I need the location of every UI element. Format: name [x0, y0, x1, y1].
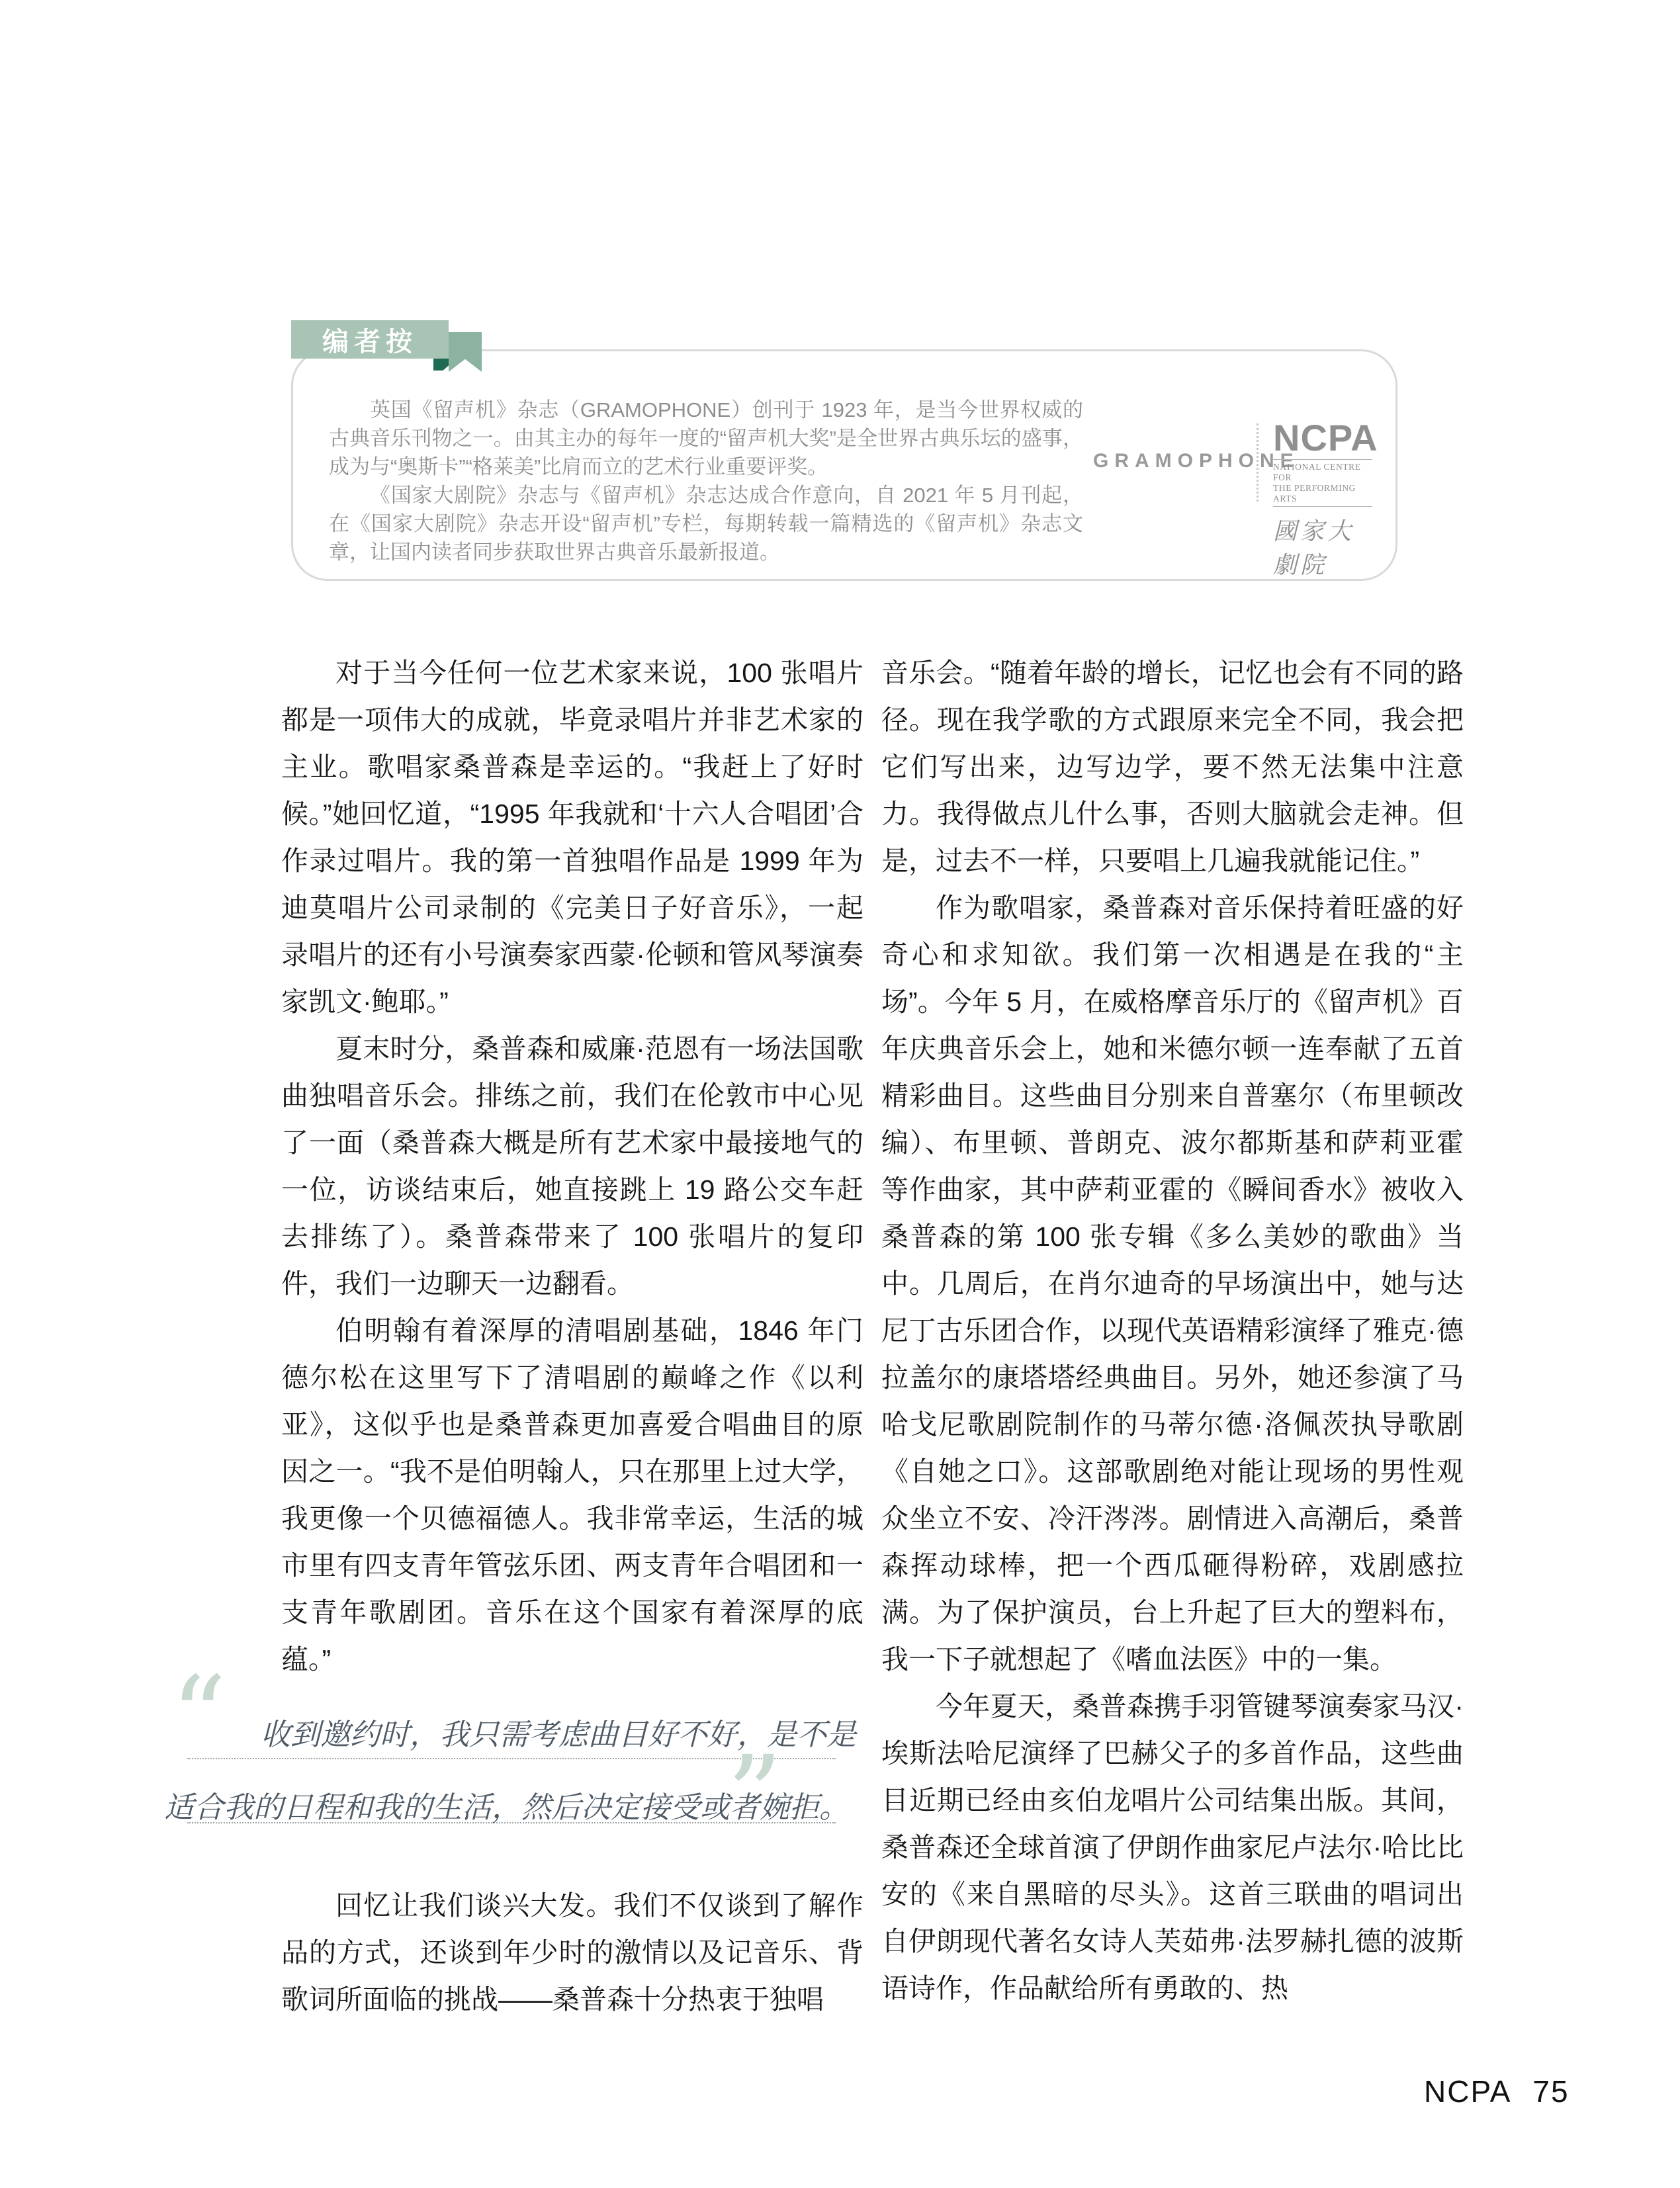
editor-note-text: [329, 396, 1083, 566]
article-left-column: [281, 650, 863, 1683]
article-paragraph: 夏末时分，桑普森和威廉·范恩有一场法国歌曲独唱音乐会。排练之前，我们在伦敦市中心见了一面（桑普森大概是所有艺术家中最接地气的一位，访谈结束后，她直接跳上 19 路公交车赶去排练了）。桑普森带来了 100 张唱片的复印件，我们一边聊天一边翻看。: [281, 1033, 863, 1299]
ncpa-subtitle-line2: THE PERFORMING ARTS: [1273, 483, 1356, 503]
editor-note-ribbon: [291, 320, 449, 359]
article-paragraph: 作为歌唱家，桑普森对音乐保持着旺盛的好奇心和求知欲。我们第一次相遇是在我的“主场”。今年 5 月，在威格摩音乐厅的《留声机》百年庆典音乐会上，她和米德尔顿一连奉献了五首精彩曲目。这些曲目分别来自普塞尔（布里顿改编）、布里顿、普朗克、波尔都斯基和萨莉亚霍等作曲家，其中萨莉亚霍的《瞬间香水》被收入桑普森的第 100 张专辑《多么美妙的歌曲》当中。几周后，在肖尔迪奇的早场演出中，她与达尼丁古乐团合作，以现代英语精彩演绎了雅克·德拉盖尔的康塔塔经典曲目。另外，她还参演了马哈戈尼歌剧院制作的马蒂尔德·洛佩茨执导歌剧《自她之口》。这部歌剧绝对能让现场的男性观众坐立不安、冷汗涔涔。剧情进入高潮后，桑普森挥动球棒，把一个西瓜砸得粉碎，戏剧感拉满。为了保护演员，台上升起了巨大的塑料布，我一下子就想起了《嗜血法医》中的一集。: [881, 893, 1464, 1675]
pull-quote-line: 收到邀约时，我只需考虑曲目好不好，是不是: [261, 1718, 857, 1751]
article-paragraph: 对于当今任何一位艺术家来说，100 张唱片都是一项伟大的成就，毕竟录唱片并非艺术家的主业。歌唱家桑普森是幸运的。“我赶上了好时候。”她回忆道，“1995 年我就和‘十六人合唱团’合作录过唱片。我的第一首独唱作品是 1999 年为迪莫唱片公司录制的《完美日子好音乐》，一起录唱片的还有小号演奏家西蒙·伦顿和管风琴演奏家凯文·鲍耶。”: [281, 658, 863, 1017]
pull-quote-line: 适合我的日程和我的生活，然后决定接受或者婉拒。: [164, 1791, 850, 1824]
open-quote-icon: “: [171, 1653, 227, 1780]
ncpa-logo-subtitle: [1273, 459, 1372, 507]
article-paragraph: 伯明翰有着深厚的清唱剧基础，1846 年门德尔松在这里写下了清唱剧的巅峰之作《以利亚》，这似乎也是桑普森更加喜爱合唱曲目的原因之一。“我不是伯明翰人，只在那里上过大学，我更像一个贝德福德人。我非常幸运，生活的城市里有四支青年管弦乐团、两支青年合唱团和一支青年歌剧团。音乐在这个国家有着深厚的底蕴。”: [281, 1315, 863, 1675]
close-quote-icon: ”: [727, 1732, 783, 1859]
ncpa-logo-chinese: 國家大劇院: [1273, 518, 1355, 578]
ncpa-logo-acronym: NCPA: [1273, 417, 1378, 459]
editor-note-paragraph: 《国家大剧院》杂志与《留声机》杂志达成合作意向，自 2021 年 5 月刊起，在《国家大剧院》杂志开设“留声机”专栏，每期转载一篇精选的《留声机》杂志文章，让国内读者同步获取世界古典音乐最新报道。: [329, 484, 1083, 564]
article-paragraph: 音乐会。“随着年龄的增长，记忆也会有不同的路径。现在我学歌的方式跟原来完全不同，我会把它们写出来，边写边学，要不然无法集中注意力。我得做点儿什么事，否则大脑就会走神。但是，过去不一样，只要唱上几遍我就能记住。”: [881, 658, 1464, 876]
article-left-column-tail: [281, 1882, 863, 2023]
editor-note-paragraph: 英国《留声机》杂志（GRAMOPHONE）创刊于 1923 年，是当今世界权威的古典音乐刊物之一。由其主办的每年一度的“留声机大奖”是全世界古典乐坛的盛事，成为与“奥斯卡”“格莱美”比肩而立的艺术行业重要评奖。: [329, 398, 1083, 478]
footer-brand: NCPA: [1424, 2074, 1512, 2109]
page-footer: [1424, 2074, 1569, 2109]
footer-page-number: 75: [1532, 2074, 1569, 2109]
article-right-column: [881, 650, 1464, 2012]
gramophone-logo: GRAMOPHONE: [1093, 450, 1300, 472]
logo-dotted-divider: [1257, 423, 1259, 502]
editor-note-ribbon-label: 编者按: [322, 327, 418, 357]
article-paragraph: 回忆让我们谈兴大发。我们不仅谈到了解作品的方式，还谈到年少时的激情以及记音乐、背歌词所面临的挑战——桑普森十分热衷于独唱: [281, 1890, 863, 2015]
article-paragraph: 今年夏天，桑普森携手羽管键琴演奏家马汉·埃斯法哈尼演绎了巴赫父子的多首作品，这些曲目近期已经由亥伯龙唱片公司结集出版。其间，桑普森还全球首演了伊朗作曲家尼卢法尔·哈比比安的《来自黑暗的尽头》。这首三联曲的唱词出自伊朗现代著名女诗人芙茹弗·法罗赫扎德的波斯语诗作，作品献给所有勇敢的、热: [881, 1691, 1464, 2003]
ncpa-subtitle-line1: NATIONAL CENTRE FOR: [1273, 462, 1361, 482]
ncpa-logo: [1273, 417, 1378, 580]
